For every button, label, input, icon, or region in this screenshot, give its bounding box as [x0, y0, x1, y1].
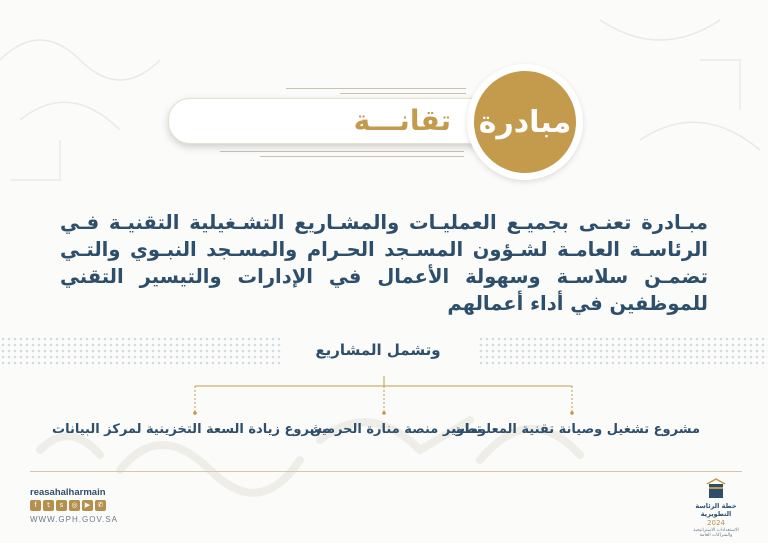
website-url: WWW.GPH.GOV.SA [30, 515, 118, 524]
dots-pattern-left [0, 336, 282, 368]
header-line-top [286, 88, 466, 89]
footer-divider [30, 471, 742, 472]
header-line-top-short [340, 93, 466, 94]
description-text: مبـادرة تعنـى بجميـع العمليـات والمشـاريع التشـغيلية التقنيـة فـي الرئاسـة العامـة لشـؤون المسـجد الحـرام والمسـجد النبـوي والتـي تضمـن سلاسـة وسهولة الأعمال في الإدارات والتيسير التقني للموظفين في أداء أعمالهم [60, 211, 708, 315]
whatsapp-icon[interactable]: ✆ [95, 500, 106, 511]
snapchat-icon[interactable]: s [56, 500, 67, 511]
twitter-icon[interactable]: t [43, 500, 54, 511]
social-icons [30, 500, 106, 511]
presidency-logo [686, 476, 746, 538]
projects-heading: وتشمل المشاريع [315, 341, 441, 359]
logo-subtitle: الاستعدادات الاستراتيجية والشراكات العامة [693, 528, 739, 538]
header-line-bottom-short [260, 156, 464, 157]
youtube-icon[interactable]: ▶ [82, 500, 93, 511]
social-handle: reasahalharmain [30, 487, 106, 498]
instagram-icon[interactable]: ◎ [69, 500, 80, 511]
logo-title: خطة الرئاسة التطويرية [695, 502, 737, 518]
kaaba-icon [705, 478, 727, 500]
badge-label: مبادرة [478, 105, 572, 140]
project-item-manarat-platform: تطوير منصة منارة الحرمين [310, 422, 482, 437]
badge-circle [467, 64, 583, 180]
dots-pattern-right [478, 336, 768, 368]
page-title: تقانـــة [353, 104, 451, 137]
logo-year: 2024 [707, 519, 725, 527]
projects-connector [0, 376, 768, 416]
header-line-bottom [220, 151, 464, 152]
project-item-it-operations: مشروع تشغيل وصيانة تقنية المعلومات [452, 422, 700, 437]
project-item-storage-capacity: مشروع زيادة السعة التخزينية لمركز البيانات [52, 422, 331, 437]
facebook-icon[interactable]: f [30, 500, 41, 511]
